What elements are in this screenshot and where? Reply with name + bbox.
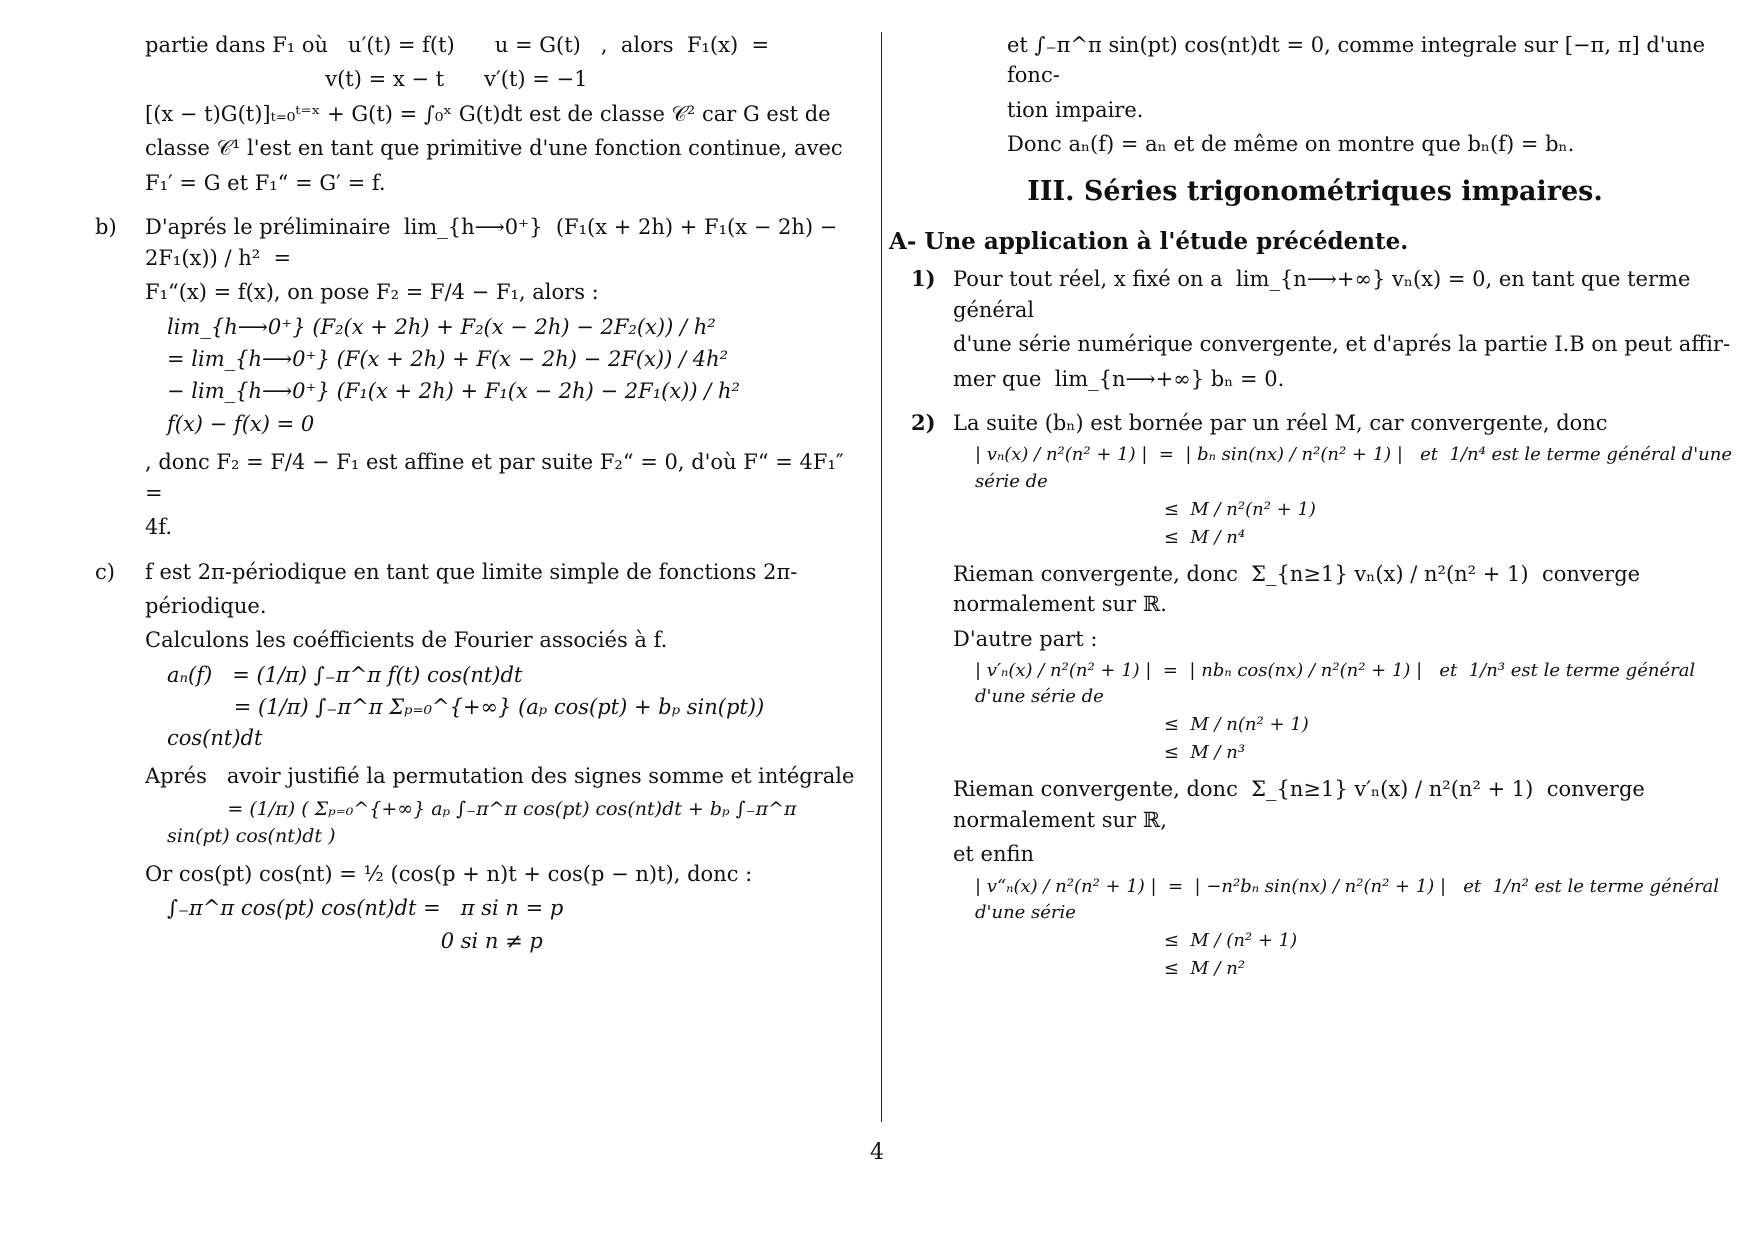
equation-line: 0 si n ≠ p: [167, 928, 543, 953]
text-line: D'aprés le préliminaire lim_{h⟶0⁺} (F₁(x + 2h) + F₁(x − 2h) − 2F₁(x)) / h² =: [145, 215, 845, 270]
text-line: Aprés avoir justifié la permutation des signes somme et intégrale: [145, 764, 855, 789]
equation-block: [155, 312, 865, 440]
equation-line: = (1/π) ∫₋π^π Σₚ₌₀^{+∞} (aₚ cos(pt) + bₚ sin(pt)) cos(nt)dt: [167, 695, 771, 750]
equation-block: [963, 442, 1738, 550]
text-line: Rieman convergente, donc Σ_{n≥1} v′ₙ(x) / n²(n² + 1) converge normalement sur ℝ,: [953, 777, 1652, 832]
item-label: 2): [911, 409, 936, 435]
left-column: [95, 30, 865, 970]
text-line: , donc F₂ = F/4 − F₁ est affine et par suite F₂“ = 0, d'où F“ = 4F₁″ =: [145, 450, 851, 505]
text-line: et enfin: [953, 842, 1035, 867]
equation-line: | vₙ(x) / n²(n² + 1) | = | bₙ sin(nx) / n²(n² + 1) | et 1/n⁴ est le terme général d'une série de: [975, 444, 1738, 492]
text-line: La suite (bₙ) est bornée par un réel M, car convergente, donc: [953, 410, 1608, 435]
equation-block: [155, 893, 865, 956]
equation-line: ≤ M / n⁴: [975, 526, 1246, 548]
text-line: f est 2π-périodique en tant que limite simple de fonctions 2π-: [145, 559, 798, 584]
item-label: b): [95, 215, 117, 240]
right-top-paragraph: [895, 30, 1735, 160]
equation-line: ≤ M / n³: [975, 742, 1246, 764]
page-number: 4: [870, 1140, 884, 1165]
item-label: c): [95, 559, 115, 584]
right-column: [889, 30, 1738, 996]
equation-line: ≤ M / n²(n² + 1): [975, 498, 1316, 520]
section-title: III. Séries trigonométriques impaires.: [1027, 175, 1603, 207]
equation-line: ∫₋π^π cos(pt) cos(nt)dt = π si n = p: [167, 896, 564, 921]
text-line: Donc aₙ(f) = aₙ et de même on montre que bₙ(f) = bₙ.: [1007, 132, 1575, 157]
text-line: et ∫₋π^π sin(pt) cos(nt)dt = 0, comme integrale sur [−π, π] d'une fonc-: [1007, 33, 1712, 88]
equation-block: [155, 796, 865, 851]
equation-block: [963, 874, 1735, 982]
text-line: partie dans F₁ où u′(t) = f(t) u = G(t) , alors F₁(x) =: [145, 33, 770, 57]
text-line: Pour tout réel, x fixé on a lim_{n⟶+∞} vₙ(x) = 0, en tant que terme général: [953, 267, 1698, 322]
equation-block: [155, 660, 865, 753]
equation-line: | v′ₙ(x) / n²(n² + 1) | = | nbₙ cos(nx) / n²(n² + 1) | et 1/n³ est le terme général d'une série de: [975, 660, 1701, 708]
text-line: d'une série numérique convergente, et d'aprés la partie I.B on peut affir-: [953, 332, 1731, 357]
text-line: D'autre part :: [953, 626, 1098, 651]
item-c: [95, 557, 865, 956]
text-line: v(t) = x − t v′(t) = −1: [145, 67, 588, 92]
equation-line: | v“ₙ(x) / n²(n² + 1) | = | −n²bₙ sin(nx) / n²(n² + 1) | et 1/n² est le terme général d'une série: [975, 875, 1725, 923]
text-line: [(x − t)G(t)]ₜ₌₀ᵗ⁼ˣ + G(t) = ∫₀ˣ G(t)dt est de classe 𝒞² car G est de: [145, 101, 831, 126]
equation-line: ≤ M / n(n² + 1): [975, 714, 1309, 736]
item-label: 1): [911, 266, 936, 292]
equation-line: lim_{h⟶0⁺} (F₂(x + 2h) + F₂(x − 2h) − 2F₂(x)) / h²: [167, 314, 716, 339]
equation-line: f(x) − f(x) = 0: [167, 411, 315, 436]
text-line: tion impaire.: [1007, 97, 1144, 122]
equation-line: = lim_{h⟶0⁺} (F(x + 2h) + F(x − 2h) − 2F(x)) / 4h²: [167, 346, 729, 371]
text-line: mer que lim_{n⟶+∞} bₙ = 0.: [953, 366, 1285, 391]
text-line: 4f.: [145, 515, 173, 540]
text-line: périodique.: [145, 594, 267, 618]
text-line: Rieman convergente, donc Σ_{n≥1} vₙ(x) / n²(n² + 1) converge normalement sur ℝ.: [953, 561, 1647, 617]
item-a-continued: [95, 30, 865, 198]
equation-line: = (1/π) ( Σₚ₌₀^{+∞} aₚ ∫₋π^π cos(pt) cos(nt)dt + bₚ ∫₋π^π sin(pt) cos(nt)dt ): [167, 797, 803, 848]
item-2: [895, 408, 1738, 982]
text-line: F₁′ = G et F₁“ = G′ = f.: [145, 170, 386, 195]
subsection-title: A- Une application à l'étude précédente.: [889, 227, 1409, 255]
text-line: Or cos(pt) cos(nt) = ½ (cos(p + n)t + cos(p − n)t), donc :: [145, 861, 753, 886]
equation-line: ≤ M / n²: [975, 958, 1246, 980]
text-line: classe 𝒞¹ l'est en tant que primitive d'une fonction continue, avec: [145, 136, 843, 161]
equation-line: − lim_{h⟶0⁺} (F₁(x + 2h) + F₁(x − 2h) − 2F₁(x)) / h²: [167, 379, 740, 404]
equation-line: ≤ M / (n² + 1): [975, 929, 1298, 951]
equation-line: aₙ(f) = (1/π) ∫₋π^π f(t) cos(nt)dt: [167, 662, 523, 687]
text-line: F₁“(x) = f(x), on pose F₂ = F/4 − F₁, alors :: [145, 280, 599, 305]
item-b: [95, 212, 865, 542]
equation-block: [963, 658, 1735, 766]
text-line: Calculons les coéfficients de Fourier associés à f.: [145, 628, 668, 653]
item-1: [895, 264, 1735, 394]
column-divider: [881, 32, 882, 1122]
